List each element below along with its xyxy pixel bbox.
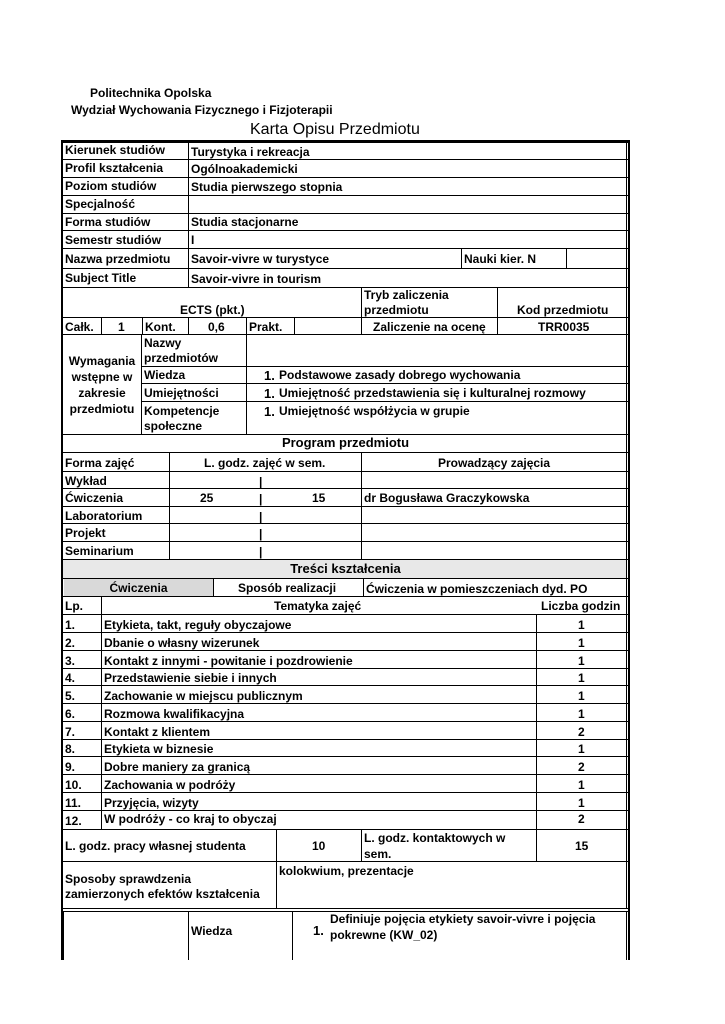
col-lp: Lp. [65, 599, 83, 613]
efekty-num: 1. [313, 923, 324, 938]
topic-text: Etykieta w biznesie [104, 742, 214, 756]
program-row-forma: Laboratorium [65, 509, 143, 523]
topic-lp: 1. [65, 618, 76, 632]
efekty-text-2: pokrewne (KW_02) [330, 928, 438, 942]
profil-value: Ogólnoakademicki [191, 162, 298, 176]
topic-lp: 3. [65, 654, 76, 668]
topic-text: Etykieta, takt, reguły obyczajowe [104, 618, 292, 632]
semestr-value: I [191, 233, 195, 247]
kierunek-label: Kierunek studiów [65, 143, 166, 157]
topic-hours: 1 [578, 636, 585, 650]
efekty-wiedza-label: Wiedza [191, 924, 233, 938]
topic-lp: 4. [65, 671, 76, 685]
kont-label: Kont. [145, 320, 176, 334]
specjalnosc-label: Specjalność [65, 197, 136, 211]
col-tematyka: Tematyka zajęć [274, 599, 362, 613]
program-row-forma: Wykład [65, 474, 107, 488]
topic-text: Kontakt z innymi - powitanie i pozdrowienie [104, 654, 353, 668]
program-row-hours-a: 25 [200, 491, 214, 505]
program-row-prowadzacy: dr Bogusława Graczykowska [364, 491, 530, 505]
program-row-separator: | [259, 545, 263, 559]
topic-hours: 2 [578, 812, 585, 826]
topic-hours: 2 [578, 760, 585, 774]
topic-text: Zachowanie w miejscu publicznym [104, 689, 303, 703]
topic-lp: 11. [65, 796, 82, 810]
sposob-realizacji-label: Sposób realizacji [238, 581, 337, 595]
program-row-separator: | [259, 527, 263, 541]
tresci-form: Ćwiczenia [109, 581, 168, 595]
godz-kontaktowe-value: 15 [575, 839, 589, 853]
sposoby-sprawdzenia-label-2: zamierzonych efektów kształcenia [65, 887, 260, 901]
prereq-label-3: zakresie [78, 386, 126, 400]
topic-lp: 5. [65, 689, 76, 703]
kompetencje-num: 1. [264, 404, 275, 419]
program-row-hours-b: 15 [312, 491, 326, 505]
topic-text: Rozmowa kwalifikacyjna [104, 707, 245, 721]
page-title: Karta Opisu Przedmiotu [250, 121, 420, 138]
col-liczba-godzin: L. godz. zajęć w sem. [204, 456, 326, 470]
kont-value: 0,6 [208, 320, 225, 334]
efekty-text-1: Definiuje pojęcia etykiety savoir-vivre i pojęcia [330, 912, 596, 926]
program-row-separator: | [259, 510, 263, 524]
forma-studiow-value: Studia stacjonarne [191, 215, 299, 229]
topic-text: Dbanie o własny wizerunek [104, 636, 260, 650]
sposob-realizacji-value: Ćwiczenia w pomieszczeniach dyd. PO [366, 582, 588, 596]
calk-value: 1 [118, 320, 125, 334]
nauki-label: Nauki kier. N [464, 252, 537, 266]
forma-studiow-label: Forma studiów [65, 215, 151, 229]
col-forma-zajec: Forma zajęć [65, 456, 135, 470]
tryb-label-line2: przedmiotu [364, 303, 429, 317]
university-name: Politechnika Opolska [90, 86, 212, 100]
nazwa-przedmiotu-value: Savoir-vivre w turystyce [191, 252, 330, 266]
prereq-label-1: Wymagania [68, 354, 136, 368]
topic-hours: 1 [578, 742, 585, 756]
wiedza-text: Podstawowe zasady dobrego wychowania [279, 368, 521, 382]
praca-wlasna-value: 10 [312, 839, 326, 853]
topic-hours: 2 [578, 725, 585, 739]
prereq-label-2: wstępne w [71, 370, 133, 384]
topic-text: Kontakt z klientem [104, 725, 211, 739]
topic-hours: 1 [578, 618, 585, 632]
topic-text: Zachowania w podróży [104, 778, 236, 792]
tryb-label-line1: Tryb zaliczenia [364, 288, 449, 302]
topic-text: Przyjęcia, wizyty [104, 796, 199, 810]
ects-label: ECTS (pkt.) [180, 303, 245, 317]
program-row-separator: | [259, 492, 263, 506]
topic-lp: 10. [65, 778, 82, 792]
program-row-forma: Seminarium [65, 544, 134, 558]
topic-hours: 1 [578, 689, 585, 703]
topic-hours: 1 [578, 778, 585, 792]
sposoby-sprawdzenia-value: kolokwium, prezentacje [279, 864, 414, 878]
wiedza-label: Wiedza [144, 368, 186, 382]
topic-hours: 1 [578, 707, 585, 721]
subject-title-label: Subject Title [65, 271, 137, 285]
godz-kontaktowe-label-1: L. godz. kontaktowych w [364, 831, 506, 845]
topic-lp: 9. [65, 760, 76, 774]
semestr-label: Semestr studiów [65, 233, 162, 247]
nazwy-label-2: przedmiotów [144, 351, 218, 365]
kierunek-value: Turystyka i rekreacja [191, 145, 310, 159]
program-row-separator: | [259, 475, 263, 489]
topic-lp: 12. [65, 814, 82, 828]
praca-wlasna-label: L. godz. pracy własnej studenta [65, 839, 246, 853]
subject-title-value: Savoir-vivre in tourism [191, 272, 322, 286]
topic-hours: 1 [578, 796, 585, 810]
nazwa-przedmiotu-label: Nazwa przedmiotu [65, 252, 171, 266]
program-row-forma: Ćwiczenia [65, 491, 124, 505]
wiedza-num: 1. [264, 368, 275, 383]
topic-lp: 6. [65, 707, 76, 721]
topic-text: Przedstawienie siebie i innych [104, 671, 277, 685]
topic-text: W podróży - co kraj to obyczaj [104, 812, 277, 826]
tryb-value: Zaliczenie na ocenę [373, 320, 486, 334]
umiejetnosci-text: Umiejętność przedstawienia się i kulturalnej rozmowy [279, 386, 586, 400]
program-heading: Program przedmiotu [281, 435, 410, 450]
topic-text: Dobre maniery za granicą [104, 760, 251, 774]
nazwy-label-1: Nazwy [144, 336, 182, 350]
topic-lp: 2. [65, 636, 76, 650]
program-row-forma: Projekt [65, 526, 106, 540]
umiejetnosci-label: Umiejętności [144, 386, 219, 400]
poziom-label: Poziom studiów [65, 179, 157, 193]
umiejetnosci-num: 1. [264, 386, 275, 401]
kod-label: Kod przedmiotu [517, 303, 609, 317]
topic-lp: 8. [65, 742, 76, 756]
sposoby-sprawdzenia-label-1: Sposoby sprawdzenia [65, 872, 192, 886]
col-prowadzacy: Prowadzący zajęcia [438, 456, 551, 470]
faculty-name: Wydział Wychowania Fizycznego i Fizjoterapii [71, 103, 333, 117]
topic-hours: 1 [578, 654, 585, 668]
godz-kontaktowe-label-2: sem. [364, 847, 392, 861]
prereq-label-4: przedmiotu [69, 402, 135, 416]
tresci-heading: Treści kształcenia [290, 561, 401, 576]
poziom-value: Studia pierwszego stopnia [191, 180, 343, 194]
kompetencje-label-2: społeczne [144, 419, 203, 433]
kompetencje-text: Umiejętność współżycia w grupie [279, 404, 470, 418]
kompetencje-label-1: Kompetencje [144, 404, 220, 418]
prakt-label: Prakt. [249, 320, 283, 334]
kod-value: TRR0035 [538, 320, 590, 334]
col-liczba-godzin-tresci: Liczba godzin [541, 599, 621, 613]
calk-label: Całk. [65, 320, 94, 334]
topic-hours: 1 [578, 671, 585, 685]
profil-label: Profil kształcenia [65, 161, 164, 175]
topic-lp: 7. [65, 725, 76, 739]
